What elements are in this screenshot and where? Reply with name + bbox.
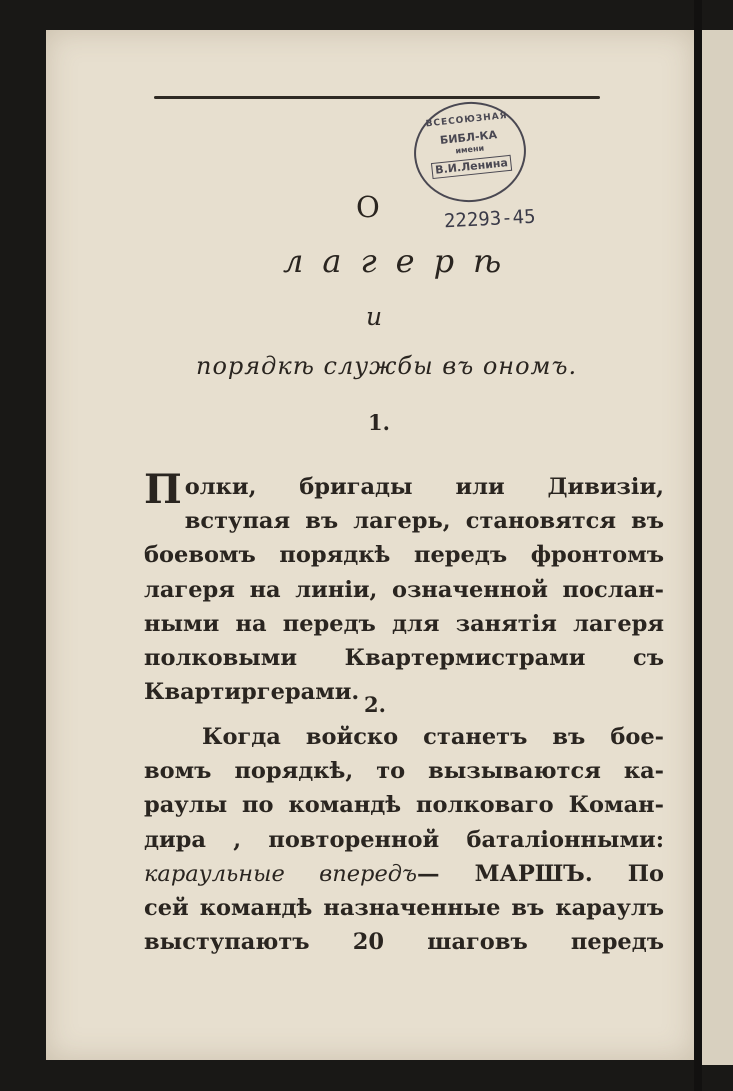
text-line: полковыми Квартермистрами съ	[144, 645, 664, 672]
text-line: олки, бригады или Дивизіи,	[184, 474, 664, 500]
paragraph-2	[144, 720, 664, 959]
stamp-sub-text: имени	[454, 143, 485, 156]
italic-command: караульные впередъ	[144, 860, 418, 887]
paragraph-1	[144, 466, 664, 709]
text-line: выступаютъ 20 шаговъ передъ	[144, 929, 664, 956]
book-page	[46, 30, 694, 1060]
stamp-bot-text: В.И.Ленина	[430, 155, 512, 179]
drop-cap: П	[144, 466, 182, 513]
text-line: боевомъ порядкѣ передъ фронтомъ	[144, 542, 664, 569]
text-line: ными на передъ для занятія лагеря	[144, 610, 664, 637]
text-line: Квартиргерами.	[144, 679, 360, 706]
text-line: дира , повторенной баталіонными:	[144, 826, 664, 853]
stamp-top-text: ВСЕСОЮЗНАЯ	[425, 110, 509, 130]
text-line: вступая въ лагерь, становятся въ	[184, 508, 664, 535]
text-line: сей командѣ назначенные въ караулъ	[144, 895, 664, 922]
title-conjunction: и	[366, 302, 383, 331]
command-continuation: — МАРШЪ. По	[417, 860, 664, 887]
stamp-mid-text: БИБЛ-КА	[439, 128, 498, 147]
text-line-mixed	[144, 857, 664, 891]
text-line: лагеря на линіи, означенной послан-	[144, 576, 664, 603]
text-line: Когда войско станетъ въ бое-	[202, 724, 664, 750]
section-number: 2.	[364, 692, 386, 717]
library-stamp	[409, 96, 531, 207]
title-main: лагерѣ	[283, 242, 521, 280]
title-subtitle: порядкѣ службы въ ономъ.	[196, 352, 578, 380]
title-preposition: О	[356, 190, 380, 224]
section-number: 1.	[368, 410, 390, 435]
header-rule	[154, 96, 600, 99]
text-line: раулы по командѣ полковаго Коман-	[144, 792, 664, 819]
text-line: вомъ порядкѣ, то вызываются ка-	[144, 758, 664, 785]
adjacent-page-edge	[702, 30, 733, 1065]
catalog-number: 22293-45	[443, 205, 537, 233]
book-spine	[694, 0, 702, 1091]
